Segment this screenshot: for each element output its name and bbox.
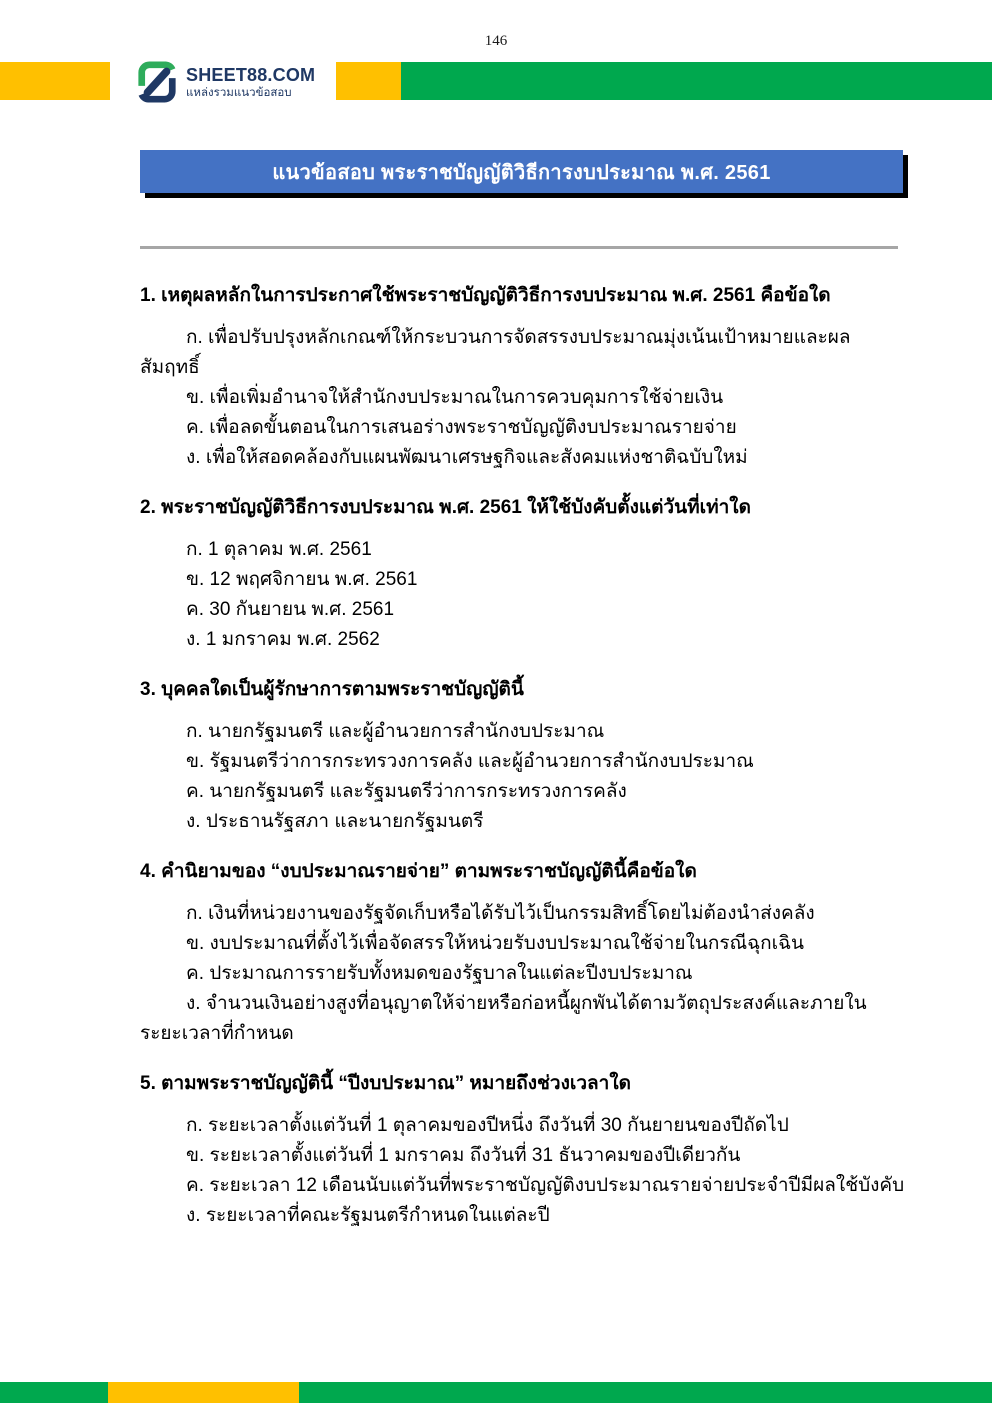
footer-bar-yellow bbox=[108, 1382, 299, 1403]
choice-b: ข. เพื่อเพิ่มอำนาจให้สำนักงบประมาณในการควบคุมการใช้จ่ายเงิน bbox=[186, 387, 724, 408]
logo-title: SHEET88.COM bbox=[186, 65, 316, 85]
title-banner-text: แนวข้อสอบ พระราชบัญญัติวิธีการงบประมาณ พ.ศ. 2561 bbox=[272, 161, 771, 184]
choice-c: ค. เพื่อลดขั้นตอนในการเสนอร่างพระราชบัญญัติงบประมาณรายจ่าย bbox=[186, 417, 737, 438]
question-number: 1. bbox=[140, 285, 156, 306]
choice-c: ค. นายกรัฐมนตรี และรัฐมนตรีว่าการกระทรวงการคลัง bbox=[186, 781, 627, 802]
choice-c: ค. ระยะเวลา 12 เดือนนับแต่วันที่​พระราชบัญญัติงบประมาณรายจ่ายประจำปี​มีผลใช้บังคับ bbox=[186, 1175, 905, 1196]
question-number: 3. bbox=[140, 679, 156, 700]
page-number: 146 bbox=[484, 33, 508, 49]
choice-a: ก. ระยะเวลาตั้งแต่วันที่ 1 ตุลาคมของปีหนึ่ง ถึงวันที่ 30 กันยายนของปีถัดไป bbox=[186, 1115, 789, 1136]
question-block-1 bbox=[140, 281, 908, 473]
choice-a: ก. 1 ตุลาคม พ.ศ. 2561 bbox=[186, 539, 372, 560]
question-number: 2. bbox=[140, 497, 156, 518]
logo bbox=[136, 60, 315, 104]
header-bar-yellow-mid bbox=[336, 62, 401, 100]
question-number: 4. bbox=[140, 861, 156, 882]
choice-a: ก. เงินที่หน่วยงานของรัฐจัดเก็บหรือได้รับไว้เป็นกรรมสิทธิ์โดยไม่ต้องนำส่งคลัง bbox=[186, 903, 815, 924]
choice-a: ก. นายกรัฐมนตรี และผู้อำนวยการสำนักงบประมาณ bbox=[186, 721, 605, 742]
question-text: 2. พระราชบัญญัติวิธีการงบประมาณ พ.ศ. 2561 ให้ใช้บังคับตั้งแต่วันที่เท่าใด bbox=[140, 497, 751, 518]
question-text: 3. บุคคลใดเป็นผู้รักษาการตามพระราชบัญญัตินี้ bbox=[140, 679, 524, 700]
question-block-2 bbox=[140, 493, 908, 655]
choice-c: ค. ประมาณการรายรับทั้งหมดของรัฐบาลในแต่ละปีงบประมาณ bbox=[186, 963, 693, 984]
footer-bar-green-right bbox=[299, 1382, 992, 1403]
logo-tagline: แหล่งรวมแนวข้อสอบ bbox=[186, 87, 292, 99]
title-banner bbox=[140, 150, 903, 193]
choice-b: ข. รัฐมนตรีว่าการกระทรวงการคลัง และผู้อำนวยการสำนักงบประมาณ bbox=[186, 751, 754, 772]
sheet88-logo-icon bbox=[136, 60, 178, 104]
questions-list bbox=[140, 281, 908, 1231]
choice-d: ง. 1 มกราคม พ.ศ. 2562 bbox=[186, 629, 380, 650]
question-text: 5. ตามพระราชบัญญัตินี้ “ปีงบประมาณ” หมายถึงช่วงเวลาใด bbox=[140, 1073, 631, 1094]
footer-bar-green-left bbox=[0, 1382, 108, 1403]
divider-line bbox=[140, 246, 898, 249]
logo-text bbox=[186, 60, 315, 100]
question-block-5 bbox=[140, 1069, 908, 1231]
question-block-4 bbox=[140, 857, 908, 1049]
choice-b: ข. ระยะเวลาตั้งแต่วันที่ 1 มกราคม ถึงวันที่ 31 ธันวาคมของปีเดียวกัน bbox=[186, 1145, 741, 1166]
choice-b: ข. งบประมาณที่ตั้งไว้เพื่อจัดสรรให้หน่วยรับงบประมาณใช้จ่ายในกรณีฉุกเฉิน bbox=[186, 933, 805, 954]
question-text: 1. เหตุผลหลักในการประกาศใช้พระราชบัญญัติวิธีการงบประมาณ พ.ศ. 2561 คือข้อใด bbox=[140, 285, 831, 306]
question-text: 4. คำนิยามของ “งบประมาณรายจ่าย” ตามพระราชบัญญัตินี้คือข้อใด bbox=[140, 861, 697, 882]
choice-c: ค. 30 กันยายน พ.ศ. 2561 bbox=[186, 599, 395, 620]
choice-d: ง. จำนวนเงินอย่างสูงที่อนุญาตให้จ่ายหรือ​ก่อหนี้ผูกพันได้ตาม​วัตถุประสงค์และ​ภายใน​ระยะเวลาที่​กำหนด bbox=[140, 993, 867, 1044]
question-number: 5. bbox=[140, 1073, 156, 1094]
header-bar-yellow-left bbox=[0, 62, 110, 100]
choice-d: ง. ระยะเวลาที่คณะรัฐมนตรีกำหนดในแต่ละปี bbox=[186, 1205, 550, 1226]
choice-b: ข. 12 พฤศจิกายน พ.ศ. 2561 bbox=[186, 569, 418, 590]
choice-a: ก. เพื่อปรับปรุงหลักเกณฑ์ให้กระบวนการจัดสรร​งบประมาณ​มุ่งเน้นเป้าหมายและ​ผลสัมฤทธิ์ bbox=[140, 327, 851, 378]
header-bar-green bbox=[401, 62, 992, 100]
question-block-3 bbox=[140, 675, 908, 837]
choice-d: ง. เพื่อให้สอดคล้องกับแผนพัฒนาเศรษฐกิจและสังคมแห่งชาติฉบับใหม่ bbox=[186, 447, 748, 468]
choice-d: ง. ประธานรัฐสภา และนายกรัฐมนตรี bbox=[186, 811, 484, 832]
